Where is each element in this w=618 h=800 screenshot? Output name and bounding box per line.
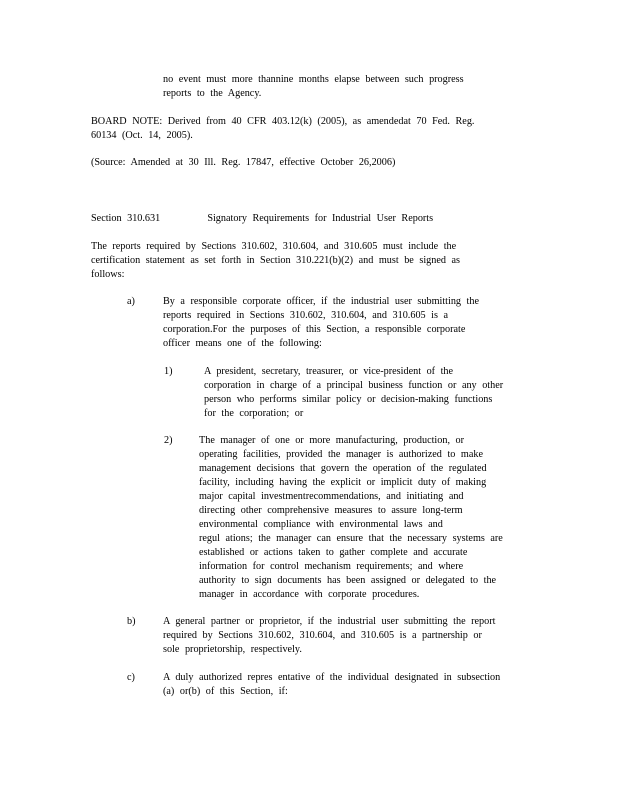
section-number: Section 310.631 <box>91 213 161 224</box>
continuation-paragraph <box>163 73 493 101</box>
text-line: A president, secretary, treasurer, or vice-president of the <box>204 366 454 377</box>
source-note <box>91 156 511 170</box>
text-line: corporation.For the purposes of this Section, a responsible corporate <box>163 324 466 335</box>
item-b-label: b) <box>127 616 136 627</box>
text-line: 60134 (Oct. 14, 2005). <box>91 130 193 141</box>
text-line: authority to sign documents has been assigned or delegated to the <box>199 575 497 586</box>
text-line: (a) or(b) of this Section, if: <box>163 686 288 697</box>
text-line: A general partner or proprietor, if the industrial user submitting the report <box>163 616 496 627</box>
text-line: sole proprietorship, respectively. <box>163 644 302 655</box>
section-title: Signatory Requirements for Industrial User Reports <box>207 213 434 224</box>
text-line: established or actions taken to gather complete and accurate <box>199 547 468 558</box>
item-c-label: c) <box>127 672 135 683</box>
item-a2-text <box>199 434 521 602</box>
text-line: BOARD NOTE: Derived from 40 CFR 403.12(k) (2005), as amendedat 70 Fed. Reg. <box>91 116 475 127</box>
text-line: manager in accordance with corporate procedures. <box>199 589 420 600</box>
text-line: regul ations; the manager can ensure that the necessary systems are <box>199 533 503 544</box>
item-a1-text <box>204 365 522 421</box>
text-line: operating facilities, provided the manager is authorized to make <box>199 449 483 460</box>
text-line: required by Sections 310.602, 310.604, and 310.605 is a partnership or <box>163 630 482 641</box>
board-note <box>91 115 511 143</box>
text-line: management decisions that govern the operation of the regulated <box>199 463 487 474</box>
text-line: directing other comprehensive measures to assure long-term <box>199 505 463 516</box>
text-line: certification statement as set forth in Section 310.221(b)(2) and must be signed as <box>91 255 460 266</box>
text-line: for the corporation; or <box>204 408 304 419</box>
text-line: reports to the Agency. <box>163 88 262 99</box>
text-line: reports required in Sections 310.602, 310.604, and 310.605 is a <box>163 310 449 321</box>
item-a-label: a) <box>127 296 135 307</box>
text-line: The reports required by Sections 310.602, 310.604, and 310.605 must include the <box>91 241 457 252</box>
item-a2-label: 2) <box>164 435 173 446</box>
item-a1-label: 1) <box>164 366 173 377</box>
item-a-text <box>163 295 513 351</box>
item-c-text <box>163 671 523 699</box>
item-b-text <box>163 615 523 657</box>
text-line: A duly authorized repres entative of the individual designated in subsection <box>163 672 501 683</box>
text-line: environmental compliance with environmental laws and <box>199 519 443 530</box>
text-line: major capital investmentrecommendations, and initiating and <box>199 491 464 502</box>
text-line: corporation in charge of a principal business function or any other <box>204 380 504 391</box>
source-text: (Source: Amended at 30 Ill. Reg. 17847, effective October 26,2006) <box>91 157 396 168</box>
text-line: The manager of one or more manufacturing, production, or <box>199 435 465 446</box>
intro-paragraph <box>91 240 511 282</box>
text-line: no event must more thannine months elapse between such progress <box>163 74 464 85</box>
text-line: facility, including having the explicit or implicit duty of making <box>199 477 487 488</box>
text-line: information for control mechanism requirements; and where <box>199 561 464 572</box>
text-line: By a responsible corporate officer, if the industrial user submitting the <box>163 296 479 307</box>
text-line: officer means one of the following: <box>163 338 322 349</box>
text-line: follows: <box>91 269 125 280</box>
section-heading <box>91 212 521 226</box>
text-line: person who performs similar policy or decision-making functions <box>204 394 493 405</box>
